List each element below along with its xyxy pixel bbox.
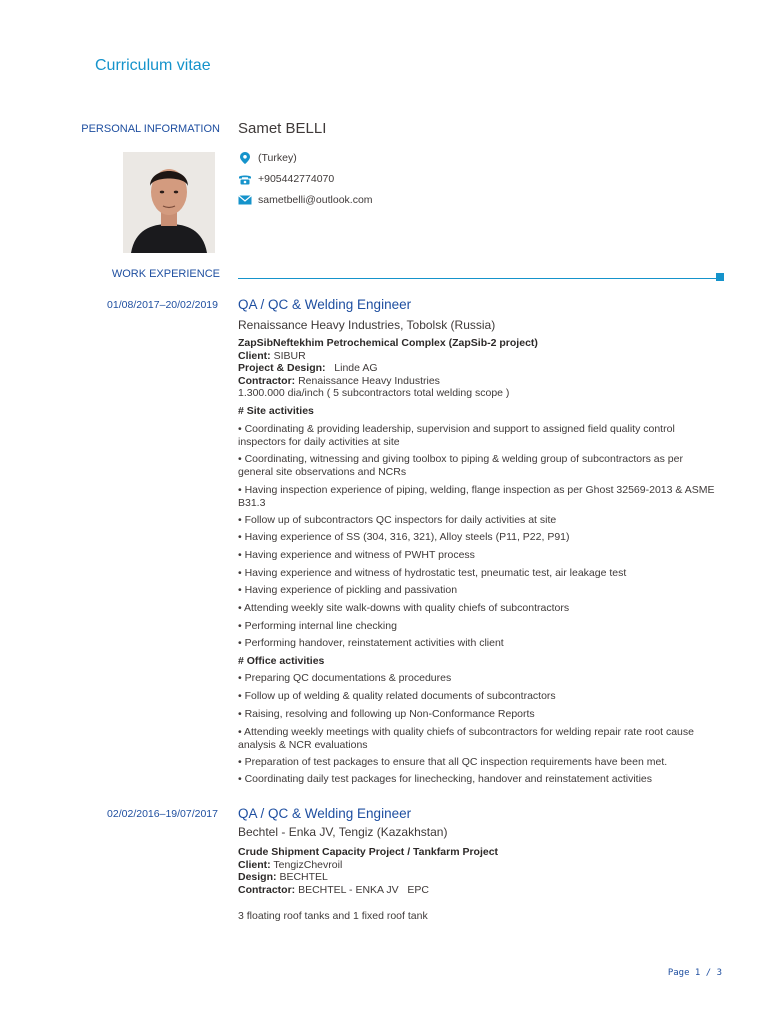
- profile-photo: [123, 152, 215, 253]
- contractor-value: Renaissance Heavy Industries: [298, 374, 440, 387]
- page-number: Page 1 / 3: [667, 968, 722, 978]
- client-label: Client:: [238, 349, 271, 362]
- section-divider-marker: [716, 273, 724, 281]
- list-item: • Performing handover, reinstatement activities with client: [238, 637, 504, 649]
- list-item: • Having experience of SS (304, 316, 321), Alloy steels (P11, P22, P91): [238, 531, 570, 543]
- list-item: • Follow up of welding & quality related documents of subcontractors: [238, 690, 556, 702]
- document-title: Curriculum vitae: [95, 57, 211, 74]
- design-value: BECHTEL: [279, 871, 328, 883]
- contractor-label: Contractor:: [238, 883, 296, 896]
- client-label: Client:: [238, 858, 271, 871]
- list-item: • Having inspection experience of piping, welding, flange inspection as per Ghost 32569-2013 & ASME B31.3: [238, 484, 715, 509]
- section-label-work-experience: WORK EXPERIENCE: [111, 268, 220, 280]
- telephone-icon: [238, 173, 252, 185]
- contractor-value: BECHTEL - ENKA JV EPC: [298, 883, 429, 896]
- job-details: [238, 846, 718, 896]
- phone-text[interactable]: +905442774070: [258, 173, 335, 185]
- site-activities-heading: # Site activities: [238, 405, 314, 417]
- list-item: • Follow up of subcontractors QC inspectors for daily activities at site: [238, 514, 557, 526]
- design-label: Project & Design:: [238, 362, 326, 374]
- design-label: Design:: [238, 871, 277, 883]
- scope-text: 1.300.000 dia/inch ( 5 subcontractors total welding scope ): [238, 387, 510, 399]
- list-item: • Coordinating & providing leadership, supervision and support to assigned field quality control inspectors for daily activities at site: [238, 423, 675, 448]
- list-item: • Having experience of pickling and passivation: [238, 584, 458, 596]
- section-label-personal-information: PERSONAL INFORMATION: [81, 123, 220, 135]
- section-divider: [238, 278, 720, 279]
- contact-email: [238, 194, 373, 206]
- job-title: QA / QC & Welding Engineer: [238, 806, 412, 821]
- list-item: • Attending weekly site walk-downs with quality chiefs of subcontractors: [238, 602, 570, 614]
- client-value: TengizChevroil: [273, 858, 343, 871]
- job-employer: Bechtel - Enka JV, Tengiz (Kazakhstan): [238, 825, 448, 839]
- office-activities-heading: # Office activities: [238, 655, 325, 667]
- email-link[interactable]: sametbelli@outlook.com: [258, 194, 373, 206]
- list-item: • Having experience and witness of hydrostatic test, pneumatic test, air leakage test: [238, 567, 627, 579]
- list-item: • Having experience and witness of PWHT process: [238, 549, 475, 561]
- list-item: • Coordinating daily test packages for linechecking, handover and reinstatement activities: [238, 773, 652, 785]
- job-details: [238, 337, 718, 400]
- job-dates: 01/08/2017–20/02/2019: [107, 299, 218, 311]
- design-value: Linde AG: [334, 362, 378, 374]
- project-name: ZapSibNeftekhim Petrochemical Complex (ZapSib-2 project): [238, 337, 538, 349]
- contact-phone: [238, 173, 334, 185]
- location-text: (Turkey): [258, 152, 297, 164]
- location-pin-icon: [238, 152, 252, 164]
- list-item: • Performing internal line checking: [238, 620, 397, 632]
- job-dates: 02/02/2016–19/07/2017: [107, 808, 218, 820]
- job-employer: Renaissance Heavy Industries, Tobolsk (Russia): [238, 318, 496, 332]
- list-item: • Raising, resolving and following up Non-Conformance Reports: [238, 708, 535, 720]
- list-item: • Coordinating, witnessing and giving toolbox to piping & welding group of subcontractors as per general site observations and NCRs: [238, 453, 683, 478]
- client-value: SIBUR: [273, 349, 306, 362]
- contact-location: [238, 152, 297, 164]
- contractor-label: Contractor:: [238, 374, 296, 387]
- scope-text: 3 floating roof tanks and 1 fixed roof tank: [238, 910, 428, 922]
- list-item: • Preparation of test packages to ensure that all QC inspection requirements have been met.: [238, 756, 668, 768]
- person-name: Samet BELLI: [238, 120, 327, 137]
- list-item: • Attending weekly meetings with quality chiefs of subcontractors for welding repair rate root cause analysis & NCR evaluations: [238, 726, 694, 751]
- job-title: QA / QC & Welding Engineer: [238, 297, 412, 312]
- envelope-icon: [238, 194, 252, 206]
- project-name: Crude Shipment Capacity Project / Tankfarm Project: [238, 846, 499, 858]
- list-item: • Preparing QC documentations & procedures: [238, 672, 452, 684]
